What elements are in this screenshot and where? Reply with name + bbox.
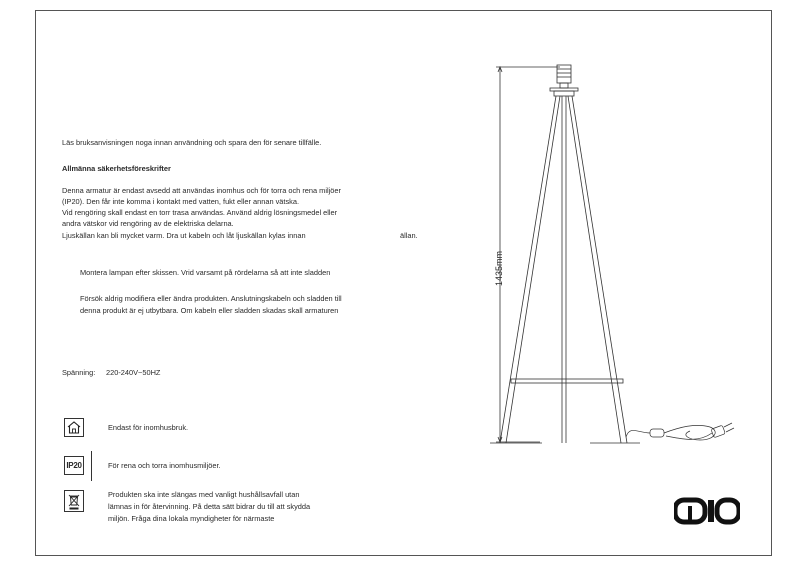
safety-line: Ljuskällan kan bli mycket varm. Dra ut kabeln och låt ljuskällan kylas innan (62, 231, 306, 240)
brand-logo (674, 496, 740, 526)
safety-line: (IP20). Den får inte komma i kontakt med vatten, fukt eller annan vätska. (62, 197, 300, 206)
safety-line: Denna armatur är endast avsedd att användas inomhus och för torra och rena miljöer (62, 186, 341, 195)
tripod-legs (490, 96, 640, 443)
symbol-bin-line: miljön. Fråga dina lokala myndigheter för närmaste (108, 514, 275, 523)
mount-instruction: Montera lampan efter skissen. Vrid varsamt på rördelarna så att inte sladden (80, 268, 331, 277)
lamp-socket (550, 65, 578, 96)
symbol-bin-line: Produkten ska inte slängas med vanligt hushållsavfall utan (108, 490, 300, 499)
voltage-value: 220-240V~50HZ (106, 368, 161, 377)
symbol-ip20-text: För rena och torra inomhusmiljöer. (108, 461, 221, 470)
height-dimension (496, 67, 560, 442)
safety-line: andra vätskor vid rengöring av de elektriska delarna. (62, 219, 234, 228)
divider (91, 451, 92, 481)
indoor-house-icon (64, 418, 84, 437)
intro-text: Läs bruksanvisningen noga innan användning och spara den för senare tillfälle. (62, 138, 322, 147)
symbol-indoor-text: Endast för inomhusbruk. (108, 423, 189, 432)
safety-line: Vid rengöring skall endast en torr trasa användas. Använd aldrig lösningsmedel eller (62, 208, 338, 217)
safety-heading: Allmänna säkerhetsföreskrifter (62, 164, 171, 173)
floor-lamp-drawing (490, 55, 750, 455)
modify-warning: denna produkt är ej utbytbara. Om kabeln eller sladden skadas skall armaturen (80, 306, 339, 315)
symbol-bin-line: lämnas in för återvinning. På detta sätt bidrar du till att skydda (108, 502, 311, 511)
safety-line: ällan. (400, 231, 418, 240)
ip20-icon: IP20 (64, 456, 84, 475)
power-cable (626, 423, 734, 440)
height-dimension-label: 1435mm (494, 250, 504, 286)
voltage-label: Spänning: (62, 368, 96, 377)
crossed-bin-icon (64, 490, 84, 512)
modify-warning: Försök aldrig modifiera eller ändra produkten. Anslutningskabeln och sladden till (80, 294, 342, 303)
